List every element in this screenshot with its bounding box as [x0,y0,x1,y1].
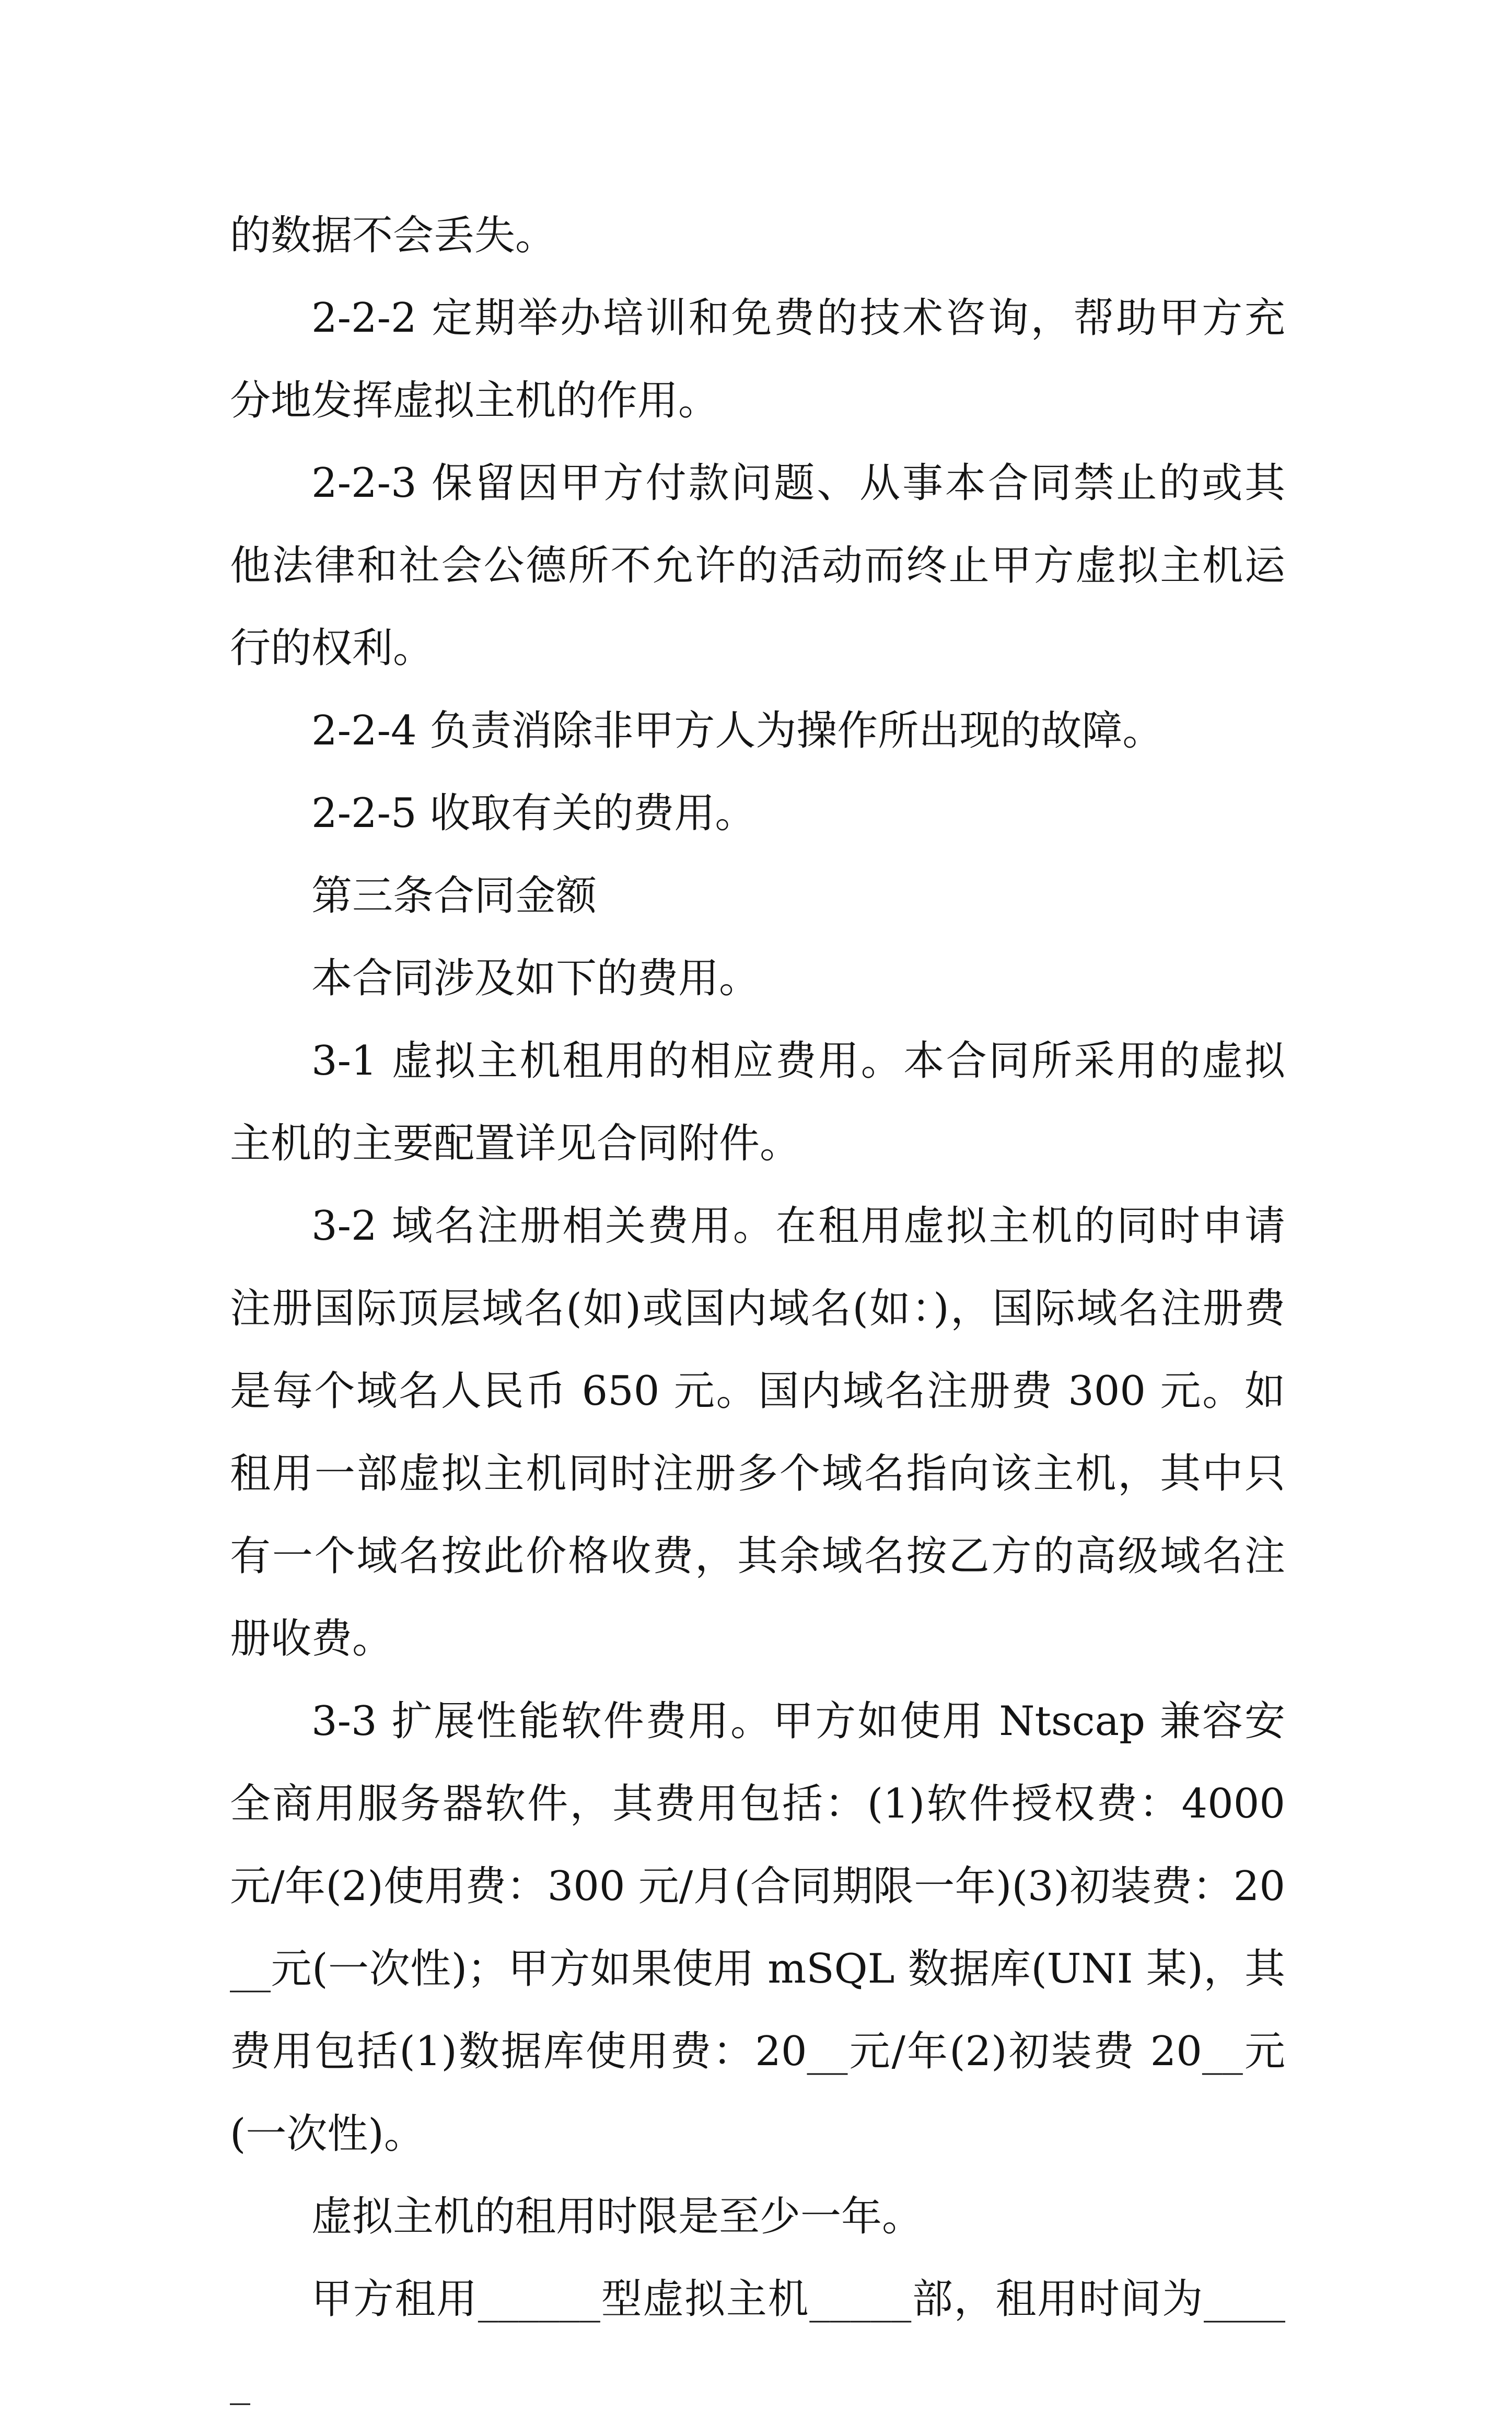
paragraph-3-1: 3-1 虚拟主机租用的相应费用。本合同所采用的虚拟主机的主要配置详见合同附件。 [230,1038,1285,1167]
paragraph-rental-term: 虚拟主机的租用时限是至少一年。 [311,2193,923,2240]
paragraph-data-not-lost: 的数据不会丢失。 [230,212,556,259]
paragraph-2-2-2: 2-2-2 定期举办培训和免费的技术咨询，帮助甲方充分地发挥虚拟主机的作用。 [230,295,1285,424]
paragraph-3-3: 3-3 扩展性能软件费用。甲方如使用 Ntscap 兼容安全商用服务器软件，其费用包括：(1)软件授权费：4000 元/年(2)使用费：300 元/月(合同期限一年)(3)初装费：20__元(一次性)；甲方如果使用 mSQL 数据库(UNI 某)，其费用包括(1)数据库使用费：20__元/年(2)初装费 20__元(一次性)。 [230,1698,1285,2158]
paragraph-rental-blanks: 甲方租用______型虚拟主机_____部，租用时间为_____ [230,2276,1285,2405]
paragraph-2-2-3: 2-2-3 保留因甲方付款问题、从事本合同禁止的或其他法律和社会公德所不允许的活动而终止甲方虚拟主机运行的权利。 [230,460,1285,672]
document-body [230,194,1285,2423]
section-heading-article-3: 第三条合同金额 [311,872,597,919]
paragraph-3-2: 3-2 域名注册相关费用。在租用虚拟主机的同时申请注册国际顶层域名(如)或国内域名(如：)，国际域名注册费是每个域名人民币 650 元。国内域名注册费 300 元。如租用一部虚拟主机同时注册多个域名指向该主机，其中只有一个域名按此价格收费，其余域名按乙方的高级域名注册收费。 [230,1203,1285,1662]
paragraph-2-2-5: 2-2-5 收取有关的费用。 [311,790,756,837]
paragraph-2-2-4: 2-2-4 负责消除非甲方人为操作所出现的故障。 [311,707,1164,754]
paragraph-fees-intro: 本合同涉及如下的费用。 [311,955,760,1002]
